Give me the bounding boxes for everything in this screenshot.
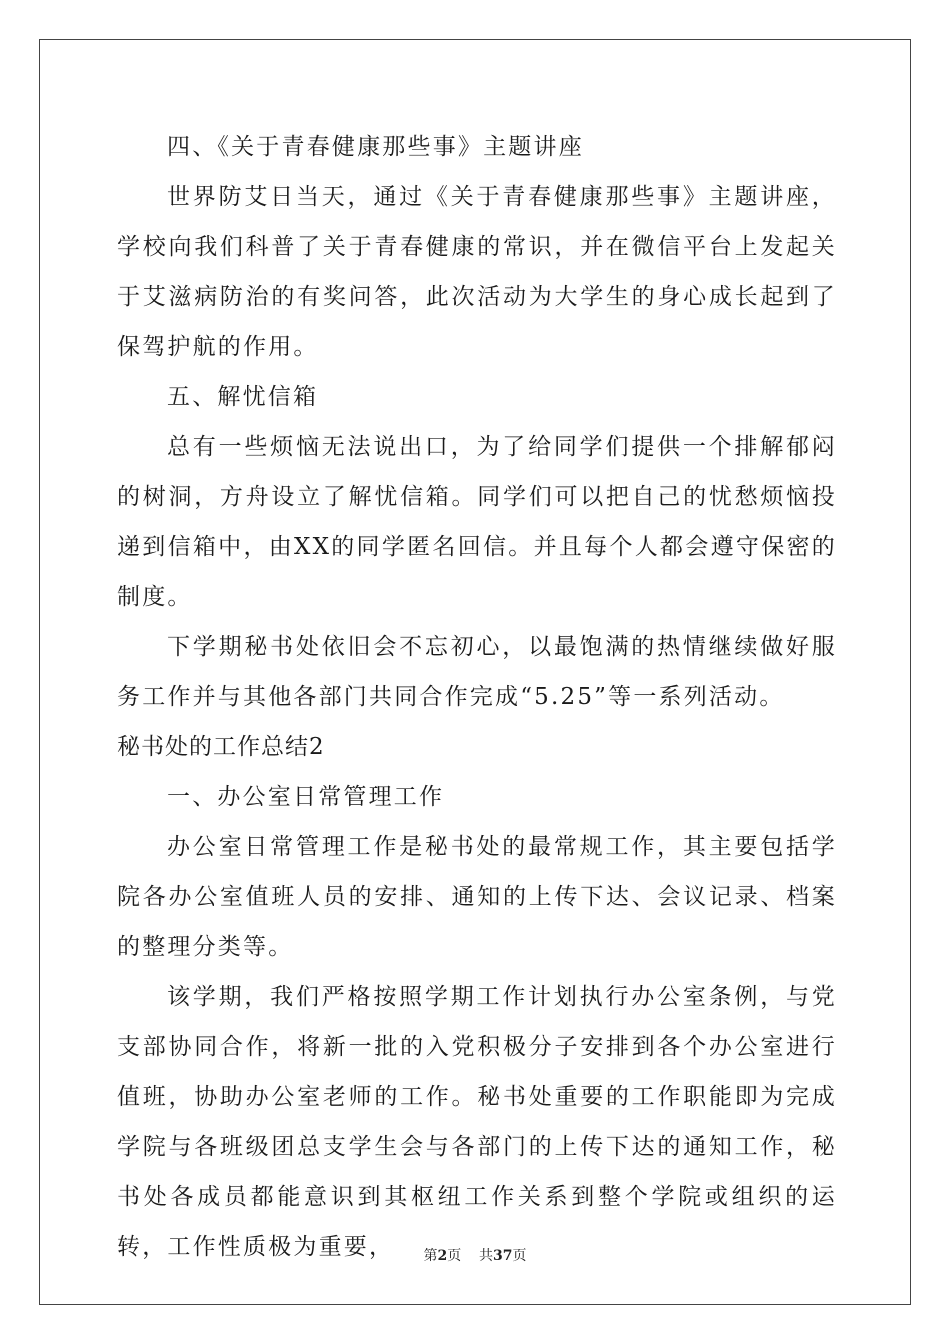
paragraph-lecture: 世界防艾日当天，通过《关于青春健康那些事》主题讲座，学校向我们科普了关于青春健康的常识，并在微信平台上发起关于艾滋病防治的有奖问答，此次活动为大学生的身心成长起到了保驾护航的作用。 xyxy=(117,184,837,360)
paragraph-mailbox: 总有一些烦恼无法说出口，为了给同学们提供一个排解郁闷的树洞，方舟设立了解忧信箱。同学们可以把自己的忧愁烦恼投递到信箱中，由XX的同学匿名回信。并且每个人都会遵守保密的制度。 xyxy=(117,434,837,610)
heading-office-management: 一、办公室日常管理工作 xyxy=(167,784,445,810)
footer-total-suffix: 页 xyxy=(512,1248,527,1264)
document-body xyxy=(117,122,837,1272)
section-title: 秘书处的工作总结2 xyxy=(117,734,325,760)
paragraph-office-routine: 办公室日常管理工作是秘书处的最常规工作，其主要包括学院各办公室值班人员的安排、通知的上传下达、会议记录、档案的整理分类等。 xyxy=(117,834,837,960)
heading-mailbox: 五、解忧信箱 xyxy=(167,384,319,410)
footer-total-prefix: 共 xyxy=(479,1248,494,1264)
footer-page-prefix: 第 xyxy=(423,1248,438,1264)
paragraph-next-term: 下学期秘书处依旧会不忘初心，以最饱满的热情继续做好服务工作并与其他各部门共同合作完成“5.25”等一系列活动。 xyxy=(117,634,837,710)
footer-page-number: 2 xyxy=(437,1248,448,1264)
heading-lecture: 四、《关于青春健康那些事》主题讲座 xyxy=(167,134,584,160)
footer-page-suffix: 页 xyxy=(447,1248,462,1264)
footer-total-number: 37 xyxy=(493,1248,513,1264)
paragraph-semester-work: 该学期，我们严格按照学期工作计划执行办公室条例，与党支部协同合作，将新一批的入党积极分子安排到各个办公室进行值班，协助办公室老师的工作。秘书处重要的工作职能即为完成学院与各班级团总支学生会与各部门的上传下达的通知工作，秘书处各成员都能意识到其枢纽工作关系到整个学院或组织的运转，工作性质极为重要， xyxy=(117,984,837,1260)
page-footer xyxy=(0,1245,950,1265)
